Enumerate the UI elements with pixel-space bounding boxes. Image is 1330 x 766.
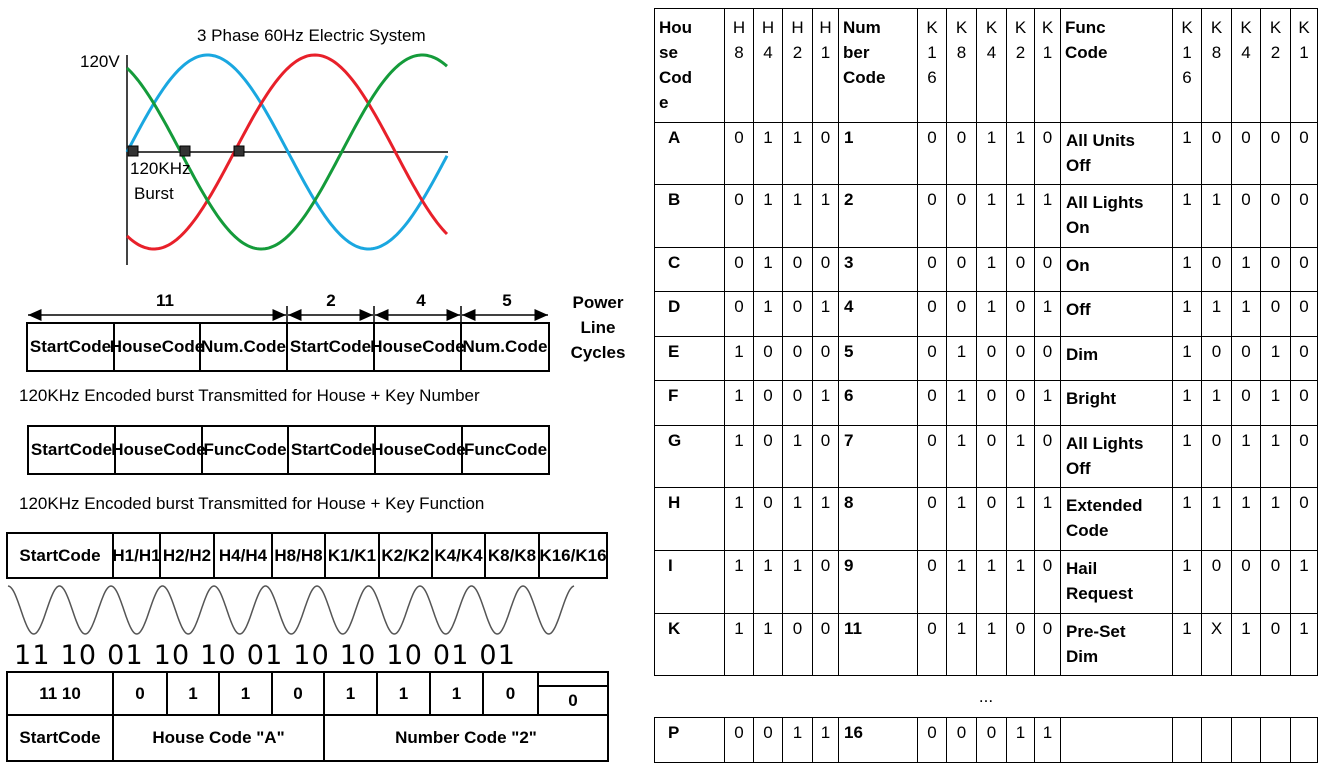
house-letter: B [655,185,725,248]
k-bit-value: 0 [977,488,1007,551]
k-bit-value: 0 [977,426,1007,488]
h-bit-value: 1 [754,248,783,292]
h-bit-value: 1 [783,718,813,763]
f-bit-value: 0 [1232,185,1261,248]
f-bit-value: 1 [1173,488,1202,551]
table-row [655,123,1318,185]
k-bit-value: 1 [977,248,1007,292]
k-bit-value: 1 [1007,185,1035,248]
function-name: Extended Code [1061,488,1173,551]
k-bit-value: 0 [947,185,977,248]
cycle-count-gap: 5 [502,291,512,310]
house-letter: A [655,123,725,185]
header-f-bit: K 2 [1261,9,1291,123]
bit-header-cell: K16/ K16 [539,546,607,565]
h-bit-value: 0 [725,248,754,292]
f-bit-value: 1 [1173,551,1202,614]
k-bit-value: 0 [947,248,977,292]
table-ellipsis: ... [978,686,994,706]
f-bit-value: 1 [1261,488,1291,551]
number-value: 8 [839,488,918,551]
k-bit-value: 0 [1035,551,1061,614]
f-bit-value: 0 [1202,551,1232,614]
header-k-bit: K 1 [1035,9,1061,123]
f-bit-value: 1 [1261,337,1291,381]
f-bit-value: X [1202,614,1232,676]
f-bit-value: 0 [1291,185,1318,248]
h-bit-value: 1 [754,185,783,248]
header-h-bit: H 4 [754,9,783,123]
k-bit-value: 0 [977,337,1007,381]
f-bit-value: 1 [1291,614,1318,676]
f-bit-value: 0 [1202,426,1232,488]
f-bit-value: 0 [1261,185,1291,248]
k-bit-value: 0 [947,292,977,337]
table-row [655,614,1318,676]
example-house-code-label: House Code "A" [152,728,285,747]
f-bit-value: 0 [1261,614,1291,676]
f-bit-value: 0 [1202,337,1232,381]
waveform-title: 3 Phase 60Hz Electric System [197,26,426,45]
function-name: Pre-Set Dim [1061,614,1173,676]
h-bit-value: 1 [783,123,813,185]
h-bit-value: 0 [813,614,839,676]
house-letter: D [655,292,725,337]
table-row [655,248,1318,292]
header-k-bit: K 8 [947,9,977,123]
example-value-cell: 1 [398,683,409,703]
voltage-label: 120V [80,52,120,71]
k-bit-value: 1 [947,614,977,676]
f-bit-value: 1 [1261,426,1291,488]
table-row [655,292,1318,337]
header-f-bit: K 1 [1291,9,1318,123]
h-bit-value: 0 [754,381,783,426]
header-f-bit: K 1 6 [1173,9,1202,123]
k-bit-value: 1 [1035,718,1061,763]
burst-marker-1 [128,146,138,156]
header-h-bit: H 8 [725,9,754,123]
function-frame-house-code-repeat: House Code [371,440,466,459]
f-bit-value: 0 [1232,551,1261,614]
number-frame-house-code-repeat: House Code [370,337,465,356]
example-value-cell: 1 [188,683,198,703]
f-bit-value: 1 [1232,488,1261,551]
h-bit-value: 1 [813,185,839,248]
h-bit-value: 1 [813,488,839,551]
h-bit-value: 1 [813,381,839,426]
k-bit-value: 0 [918,551,947,614]
h-bit-value: 0 [754,337,783,381]
f-bit-value: 0 [1232,337,1261,381]
h-bit-value: 1 [783,551,813,614]
k-bit-value: 0 [918,337,947,381]
k-bit-value: 1 [1035,381,1061,426]
f-bit-value: 1 [1232,426,1261,488]
h-bit-value: 1 [754,123,783,185]
house-letter: G [655,426,725,488]
number-value: 6 [839,381,918,426]
f-bit-value: 1 [1232,614,1261,676]
function-name: Bright [1061,381,1173,426]
bit-header-cell: H4 /H4 [218,546,268,565]
number-value: 1 [839,123,918,185]
h-bit-value: 0 [813,248,839,292]
example-value-cell: 0 [568,690,578,710]
header-k-bit: K 2 [1007,9,1035,123]
function-frame-house-code: House Code [111,440,206,459]
function-name [1061,718,1173,763]
bit-header-cell: Start Code [19,546,101,565]
k-bit-value: 0 [947,123,977,185]
k-bit-value: 1 [1035,185,1061,248]
h-bit-value: 1 [783,185,813,248]
table-header-row [655,9,1318,123]
table-ellipsis-row [655,676,1318,718]
house-letter: K [655,614,725,676]
number-frame-num-code: Num. Code [201,337,286,356]
function-name: Off [1061,292,1173,337]
function-name: All Lights Off [1061,426,1173,488]
f-bit-value: 1 [1173,248,1202,292]
number-value: 16 [839,718,918,763]
number-value: 11 [839,614,918,676]
f-bit-value: 0 [1291,248,1318,292]
header-k-bit: K 4 [977,9,1007,123]
example-value-cell: 1 [345,683,356,703]
f-bit-value: 0 [1261,248,1291,292]
k-bit-value: 0 [1035,426,1061,488]
k-bit-value: 0 [1035,123,1061,185]
number-frame-num-code-repeat: Num. Code [462,337,548,356]
number-value: 2 [839,185,918,248]
k-bit-value: 1 [947,381,977,426]
h-bit-value: 1 [783,426,813,488]
k-bit-value: 1 [977,185,1007,248]
example-number-code-label: Number Code "2" [395,728,537,747]
number-frame-start-code-repeat: Start Code [289,337,372,356]
f-bit-value: 1 [1202,292,1232,337]
f-bit-value: 0 [1202,123,1232,185]
burst-label-line1: 120KHz [130,159,191,178]
f-bit-value: 0 [1261,551,1291,614]
function-name: All Units Off [1061,123,1173,185]
k-bit-value: 0 [918,718,947,763]
f-bit-value [1173,718,1202,763]
k-bit-value: 0 [918,292,947,337]
header-h-bit: H 2 [783,9,813,123]
bit-header-cell: K1 /K1 [327,546,377,565]
three-phase-waveform [0,0,460,270]
number-value: 9 [839,551,918,614]
h-bit-value: 0 [813,551,839,614]
h-bit-value: 1 [725,614,754,676]
h-bit-value: 1 [783,488,813,551]
cycle-count-house: 2 [326,291,336,310]
h-bit-value: 1 [725,551,754,614]
h-bit-value: 1 [754,614,783,676]
table-row [655,551,1318,614]
f-bit-value: 1 [1202,185,1232,248]
k-bit-value: 1 [977,551,1007,614]
k-bit-value: 0 [918,614,947,676]
k-bit-value: 0 [1007,337,1035,381]
f-bit-value: 0 [1291,426,1318,488]
function-name: Dim [1061,337,1173,381]
k-bit-value: 1 [1035,488,1061,551]
function-frame-start-code-repeat: Start Code [290,440,373,459]
table-row [655,488,1318,551]
carrier-sine-wave [0,580,612,642]
f-bit-value: 1 [1173,292,1202,337]
function-frame-start-code: Start Code [30,440,113,459]
example-value-cell: 1 [240,683,251,703]
h-bit-value: 1 [754,292,783,337]
bit-header-cell: K2 /K2 [381,546,430,565]
function-frame-func-code: Func Code [203,440,287,459]
header-h-bit: H 1 [813,9,839,123]
h-bit-value: 0 [725,718,754,763]
header-f-bit: K 4 [1232,9,1261,123]
header-number-code: Num ber Code [839,9,918,123]
number-value: 5 [839,337,918,381]
k-bit-value: 0 [918,488,947,551]
h-bit-value: 0 [754,718,783,763]
k-bit-value: 0 [1035,337,1061,381]
f-bit-value: 0 [1291,381,1318,426]
k-bit-value: 1 [1007,426,1035,488]
f-bit-value [1202,718,1232,763]
k-bit-value: 0 [1035,614,1061,676]
x10-code-table [654,8,1318,763]
h-bit-value: 1 [725,381,754,426]
function-frame-func-code-repeat: Func Code [463,440,548,459]
cycle-count-start: 11 [156,291,174,310]
k-bit-value: 0 [977,381,1007,426]
f-bit-value: 1 [1173,337,1202,381]
f-bit-value: 1 [1202,381,1232,426]
f-bit-value: 1 [1173,185,1202,248]
h-bit-value: 1 [725,337,754,381]
number-value: 4 [839,292,918,337]
h-bit-value: 0 [813,337,839,381]
f-bit-value: 0 [1232,123,1261,185]
house-letter: F [655,381,725,426]
header-house-code: Hou se Cod e [655,9,725,123]
k-bit-value: 1 [1035,292,1061,337]
h-bit-value: 1 [813,718,839,763]
h-bit-value: 0 [783,614,813,676]
k-bit-value: 1 [1007,488,1035,551]
f-bit-value: 0 [1261,123,1291,185]
example-value-cell: 1 [451,683,462,703]
header-f-bit: K 8 [1202,9,1232,123]
table-row [655,337,1318,381]
number-frame-caption: 120KHz Encoded burst Transmitted for House + Key Number [19,386,480,405]
f-bit-value: 0 [1261,292,1291,337]
house-letter: C [655,248,725,292]
k-bit-value: 0 [1007,248,1035,292]
f-bit-value: 1 [1173,381,1202,426]
k-bit-value: 1 [977,292,1007,337]
h-bit-value: 0 [813,123,839,185]
k-bit-value: 0 [1007,292,1035,337]
bit-stream: 11 10 01 10 10 01 10 10 10 01 01 [14,640,517,671]
bit-header-cell: H8 /H8 [274,546,323,565]
k-bit-value: 0 [918,381,947,426]
f-bit-value: 1 [1173,614,1202,676]
f-bit-value: 0 [1291,292,1318,337]
k-bit-value: 0 [1007,614,1035,676]
house-letter: E [655,337,725,381]
h-bit-value: 1 [754,551,783,614]
h-bit-value: 0 [725,185,754,248]
number-frame-start-code: Start Code [29,337,112,356]
h-bit-value: 1 [725,426,754,488]
f-bit-value: 1 [1232,292,1261,337]
table-row [655,718,1318,763]
h-bit-value: 0 [754,488,783,551]
h-bit-value: 0 [783,337,813,381]
k-bit-value: 0 [1035,248,1061,292]
function-name: On [1061,248,1173,292]
cycle-dimension-arrows [0,300,560,324]
example-value-cell: 0 [293,683,303,703]
h-bit-value: 0 [813,426,839,488]
bit-header-cell: K8 /K8 [487,546,537,565]
f-bit-value: 0 [1291,337,1318,381]
function-name: All Lights On [1061,185,1173,248]
burst-marker-3 [234,146,244,156]
example-start-code-label: Start Code [19,728,101,747]
table-row [655,426,1318,488]
k-bit-value: 1 [947,551,977,614]
h-bit-value: 0 [754,426,783,488]
f-bit-value: 1 [1261,381,1291,426]
k-bit-value: 1 [1007,718,1035,763]
f-bit-value [1232,718,1261,763]
number-value: 3 [839,248,918,292]
k-bit-value: 0 [918,426,947,488]
f-bit-value: 0 [1202,248,1232,292]
k-bit-value: 0 [918,123,947,185]
header-k-bit: K 1 6 [918,9,947,123]
f-bit-value: 0 [1291,123,1318,185]
f-bit-value [1291,718,1318,763]
example-value-cell: 0 [135,683,145,703]
f-bit-value: 1 [1202,488,1232,551]
burst-marker-2 [180,146,190,156]
k-bit-value: 0 [947,718,977,763]
k-bit-value: 1 [947,426,977,488]
power-line-cycles-label: Power Line Cycles [570,293,626,362]
k-bit-value: 0 [918,248,947,292]
h-bit-value: 1 [813,292,839,337]
house-letter: P [655,718,725,763]
k-bit-value: 1 [977,614,1007,676]
k-bit-value: 1 [1007,551,1035,614]
f-bit-value [1261,718,1291,763]
bit-header-cell: H2 /H2 [162,546,212,565]
h-bit-value: 1 [725,488,754,551]
f-bit-value: 1 [1291,551,1318,614]
k-bit-value: 1 [1007,123,1035,185]
h-bit-value: 0 [783,381,813,426]
house-letter: H [655,488,725,551]
k-bit-value: 1 [947,488,977,551]
k-bit-value: 1 [947,337,977,381]
k-bit-value: 0 [918,185,947,248]
f-bit-value: 0 [1232,381,1261,426]
k-bit-value: 1 [977,123,1007,185]
function-frame-caption: 120KHz Encoded burst Transmitted for House + Key Function [19,494,485,513]
h-bit-value: 0 [725,292,754,337]
h-bit-value: 0 [783,292,813,337]
k-bit-value: 0 [977,718,1007,763]
table-row [655,185,1318,248]
table-row [655,381,1318,426]
bit-header-cell: K4 /K4 [434,546,483,565]
h-bit-value: 0 [783,248,813,292]
f-bit-value: 1 [1173,123,1202,185]
function-name: Hail Request [1061,551,1173,614]
f-bit-value: 1 [1173,426,1202,488]
h-bit-value: 0 [725,123,754,185]
header-func-code: Func Code [1061,9,1173,123]
f-bit-value: 1 [1232,248,1261,292]
example-value-cell: 11 10 [39,683,81,703]
burst-label-line2: Burst [134,184,174,203]
example-value-cell: 0 [505,683,516,703]
f-bit-value: 0 [1291,488,1318,551]
k-bit-value: 0 [1007,381,1035,426]
number-value: 7 [839,426,918,488]
house-letter: I [655,551,725,614]
cycle-count-number: 4 [416,291,426,310]
bit-header-cell: H1 /H1 [112,546,161,565]
number-frame-house-code: House Code [109,337,205,356]
